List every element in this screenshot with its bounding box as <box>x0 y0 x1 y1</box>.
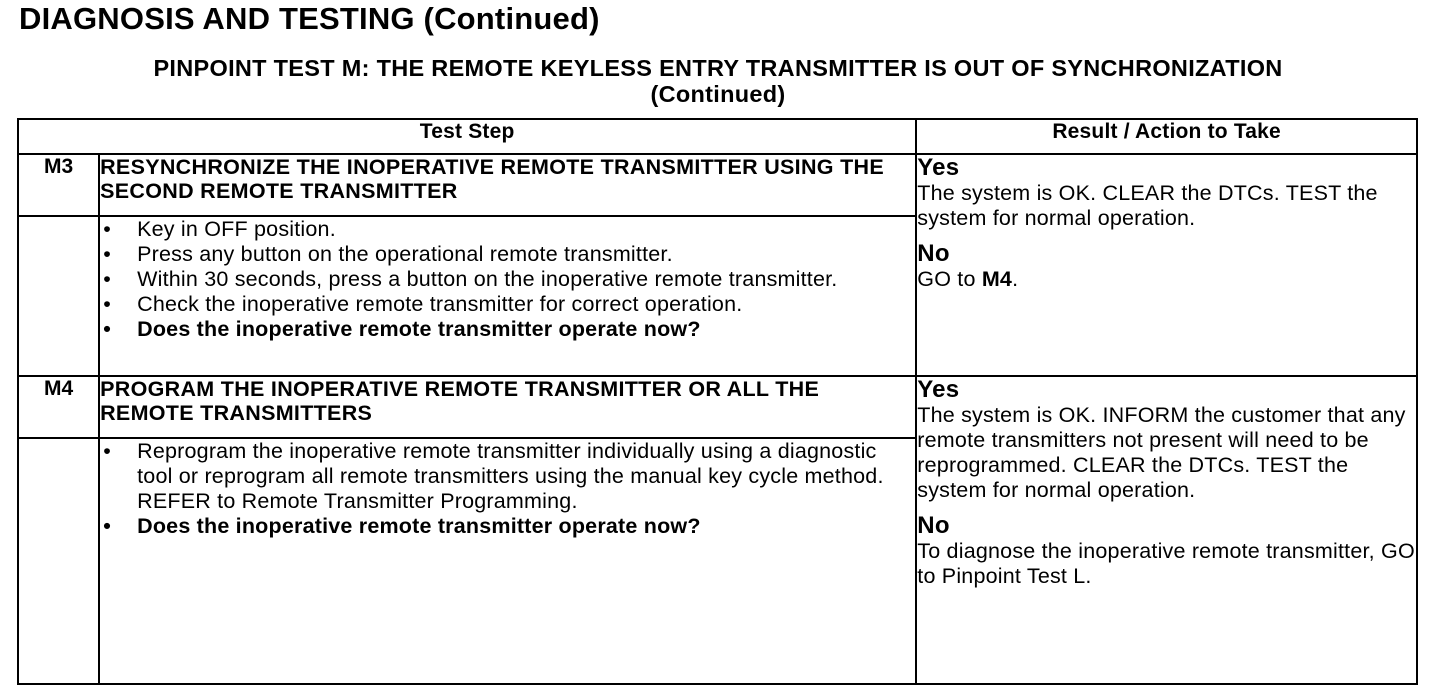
pinpoint-test-table <box>17 118 1418 685</box>
list-item <box>100 439 915 514</box>
bullet-icon: • <box>103 292 111 316</box>
no-action-prefix: GO to <box>917 267 982 291</box>
step-question: Does the inoperative remote transmitter operate now? <box>137 514 701 538</box>
bullet-icon: • <box>103 317 111 341</box>
page-title: DIAGNOSIS AND TESTING (Continued) <box>19 1 600 36</box>
bullet-icon: • <box>103 439 111 463</box>
goto-step-m4: M4 <box>981 267 1013 291</box>
step-m4-heading-row <box>18 376 1417 438</box>
list-item <box>100 292 915 317</box>
instruction-text: Reprogram the inoperative remote transmitter individually using a diagnostic tool or reprogram all remote transmitters using the manual key cycle method. REFER to Remote Transmitter Programming. <box>137 439 884 513</box>
step-heading-m4: PROGRAM THE INOPERATIVE REMOTE TRANSMITTER OR ALL THE REMOTE TRANSMITTERS <box>99 376 916 438</box>
list-item <box>100 242 915 267</box>
step-question: Does the inoperative remote transmitter operate now? <box>137 317 701 341</box>
list-item <box>100 317 915 342</box>
instruction-text: Within 30 seconds, press a button on the inoperative remote transmitter. <box>137 267 838 291</box>
no-label: No <box>917 240 950 267</box>
no-label: No <box>917 512 950 539</box>
header-result-action: Result / Action to Take <box>916 119 1417 154</box>
table-header-row <box>18 119 1417 154</box>
yes-label: Yes <box>917 154 960 181</box>
step-m3-heading-row <box>18 154 1417 216</box>
yes-action-text: The system is OK. CLEAR the DTCs. TEST the system for normal operation. <box>917 181 1378 230</box>
pinpoint-test-title-line1: PINPOINT TEST M: THE REMOTE KEYLESS ENTRY TRANSMITTER IS OUT OF SYNCHRONIZATION <box>153 55 1283 81</box>
instruction-text: Check the inoperative remote transmitter for correct operation. <box>137 292 743 316</box>
result-cell-m3 <box>916 154 1417 376</box>
step-id-m4: M4 <box>18 376 99 438</box>
result-cell-m4 <box>916 376 1417 684</box>
step-id-spacer <box>18 216 99 376</box>
step-instructions-m4 <box>100 439 915 539</box>
no-action-text <box>917 267 1416 292</box>
pinpoint-test-title-line2: (Continued) <box>650 81 786 107</box>
step-body-m3 <box>99 216 916 376</box>
header-test-step: Test Step <box>18 119 916 154</box>
step-id-m3: M3 <box>18 154 99 216</box>
result-yes-m3 <box>917 155 1416 231</box>
no-action-text: To diagnose the inoperative remote transmitter, GO to Pinpoint Test L. <box>917 539 1415 588</box>
bullet-icon: • <box>103 267 111 291</box>
yes-label: Yes <box>917 376 960 403</box>
result-no-m3 <box>917 241 1416 292</box>
result-no-m4 <box>917 513 1416 589</box>
bullet-icon: • <box>103 217 111 241</box>
step-instructions-m3 <box>100 217 915 342</box>
result-yes-m4 <box>917 377 1416 503</box>
step-body-m4 <box>99 438 916 684</box>
step-heading-m3: RESYNCHRONIZE THE INOPERATIVE REMOTE TRANSMITTER USING THE SECOND REMOTE TRANSMITTER <box>99 154 916 216</box>
list-item <box>100 217 915 242</box>
yes-action-text: The system is OK. INFORM the customer that any remote transmitters not present will need to be reprogrammed. CLEAR the DTCs. TEST the system for normal operation. <box>917 403 1406 502</box>
list-item <box>100 267 915 292</box>
bullet-icon: • <box>103 242 111 266</box>
bullet-icon: • <box>103 514 111 538</box>
list-item <box>100 514 915 539</box>
step-id-spacer <box>18 438 99 684</box>
pinpoint-test-title <box>0 55 1436 107</box>
instruction-text: Press any button on the operational remote transmitter. <box>137 242 673 266</box>
instruction-text: Key in OFF position. <box>137 217 336 241</box>
no-action-suffix: . <box>1012 267 1019 291</box>
